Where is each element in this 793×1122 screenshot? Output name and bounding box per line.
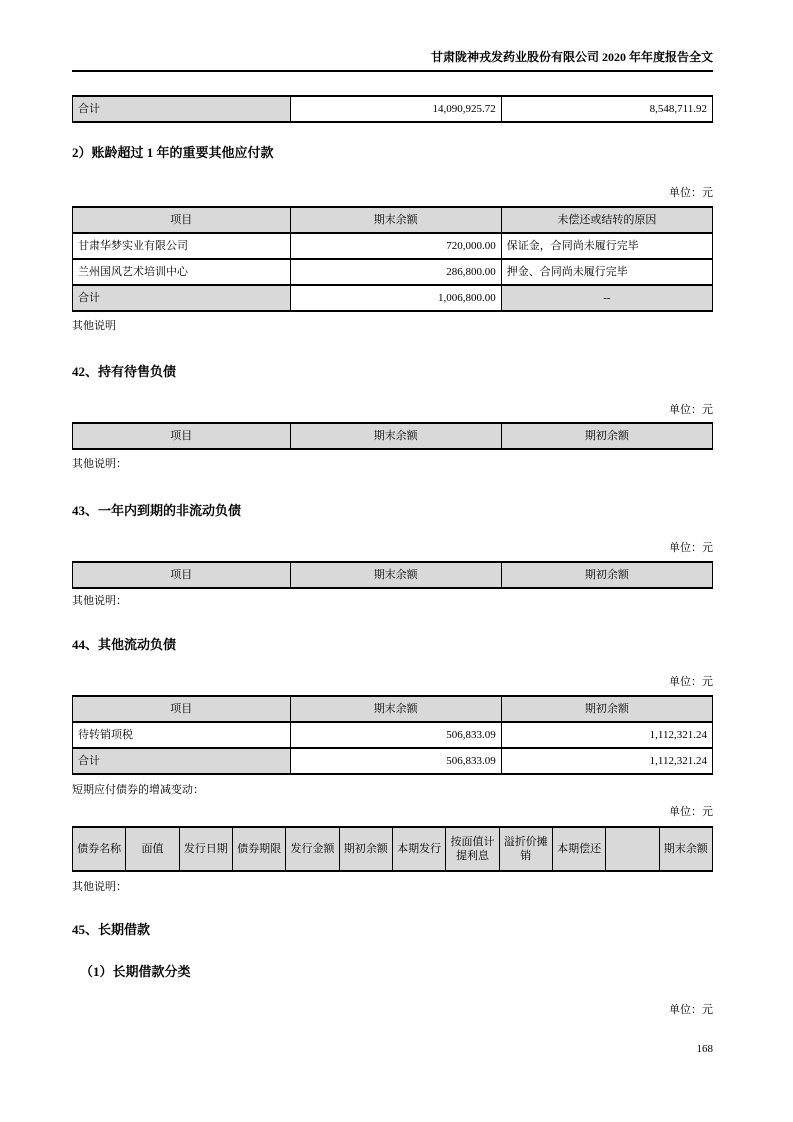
- amount-cell: 1,112,321.24: [501, 748, 712, 774]
- reason-cell: 押金、合同尚未履行完毕: [501, 259, 712, 285]
- section-title-42: 42、持有待售负债: [72, 364, 177, 379]
- column-header: 期末余额: [290, 562, 501, 588]
- subsection-title-loan-class: （1）长期借款分类: [80, 964, 191, 979]
- page-header: [72, 0, 713, 72]
- column-header: 发行日期: [179, 827, 232, 871]
- column-header: 按面值计提利息: [446, 827, 499, 871]
- table-row: [73, 259, 713, 285]
- column-header: 项目: [73, 207, 291, 233]
- column-header: 面值: [126, 827, 179, 871]
- column-header-empty: [606, 827, 659, 871]
- total-label-cell: 合计: [73, 748, 291, 774]
- table-total-row: [73, 285, 713, 311]
- amount-cell: 1,112,321.24: [501, 722, 712, 748]
- column-header: 项目: [73, 696, 291, 722]
- column-header: 债券期限: [232, 827, 285, 871]
- section-title-44: 44、其他流动负债: [72, 637, 177, 652]
- column-header: 期末余额: [659, 827, 712, 871]
- beginning-balance-cell: 8,548,711.92: [501, 96, 712, 122]
- column-header: 溢折价摊销: [499, 827, 552, 871]
- ending-balance-cell: 14,090,925.72: [290, 96, 501, 122]
- column-header: 期初余额: [501, 696, 712, 722]
- note-label: 其他说明：: [72, 595, 127, 607]
- item-cell: 兰州国风艺术培训中心: [73, 259, 291, 285]
- unit-label: 单位：元: [669, 542, 713, 554]
- held-for-sale-table: [72, 422, 713, 450]
- column-header: 期末余额: [290, 423, 501, 449]
- total-label-cell: 合计: [73, 285, 291, 311]
- note-label: 其他说明：: [72, 881, 127, 893]
- table-total-row: [73, 748, 713, 774]
- unit-label: 单位：元: [669, 404, 713, 416]
- column-header: 期末余额: [290, 207, 501, 233]
- table-row: [73, 722, 713, 748]
- amount-cell: 506,833.09: [290, 722, 501, 748]
- carryover-total-table: [72, 95, 713, 123]
- column-header: 期末余额: [290, 696, 501, 722]
- reason-cell: 保证金，合同尚未履行完毕: [501, 233, 712, 259]
- amount-cell: 1,006,800.00: [290, 285, 501, 311]
- section-title-45: 45、长期借款: [72, 922, 151, 937]
- table-row: [73, 96, 713, 122]
- unit-label: 单位：元: [669, 187, 713, 199]
- column-header: 本期发行: [392, 827, 445, 871]
- column-header: 期初余额: [339, 827, 392, 871]
- note-label: 其他说明: [72, 320, 116, 332]
- column-header: 本期偿还: [552, 827, 605, 871]
- aging-payables-table: [72, 206, 713, 312]
- note-label: 其他说明：: [72, 458, 127, 470]
- report-title: 甘肃陇神戎发药业股份有限公司 2020 年年度报告全文: [430, 50, 713, 64]
- table-row: [73, 233, 713, 259]
- column-header: 期初余额: [501, 562, 712, 588]
- table-header-row: [73, 562, 713, 588]
- column-header: 项目: [73, 423, 291, 449]
- unit-label: 单位：元: [669, 1004, 713, 1016]
- short-term-bonds-table: [72, 826, 713, 872]
- table-header-row: [73, 827, 713, 871]
- total-label-cell: 合计: [73, 96, 291, 122]
- column-header: 项目: [73, 562, 291, 588]
- amount-cell: 286,800.00: [290, 259, 501, 285]
- table-header-row: [73, 696, 713, 722]
- page-number: 168: [696, 1043, 713, 1055]
- other-current-liabilities-table: [72, 695, 713, 775]
- table-header-row: [73, 423, 713, 449]
- section-title-aging: 2）账龄超过 1 年的重要其他应付款: [72, 145, 274, 160]
- unit-label: 单位：元: [669, 806, 713, 818]
- column-header: 发行金额: [286, 827, 339, 871]
- amount-cell: 506,833.09: [290, 748, 501, 774]
- table-header-row: [73, 207, 713, 233]
- item-cell: 待转销项税: [73, 722, 291, 748]
- column-header: 未偿还或结转的原因: [501, 207, 712, 233]
- section-title-43: 43、一年内到期的非流动负债: [72, 503, 242, 518]
- column-header: 期初余额: [501, 423, 712, 449]
- item-cell: 甘肃华梦实业有限公司: [73, 233, 291, 259]
- amount-cell: 720,000.00: [290, 233, 501, 259]
- due-within-year-table: [72, 561, 713, 589]
- unit-label: 单位：元: [669, 676, 713, 688]
- reason-cell: --: [501, 285, 712, 311]
- column-header: 债券名称: [73, 827, 126, 871]
- bond-change-caption: 短期应付债券的增减变动：: [72, 784, 204, 796]
